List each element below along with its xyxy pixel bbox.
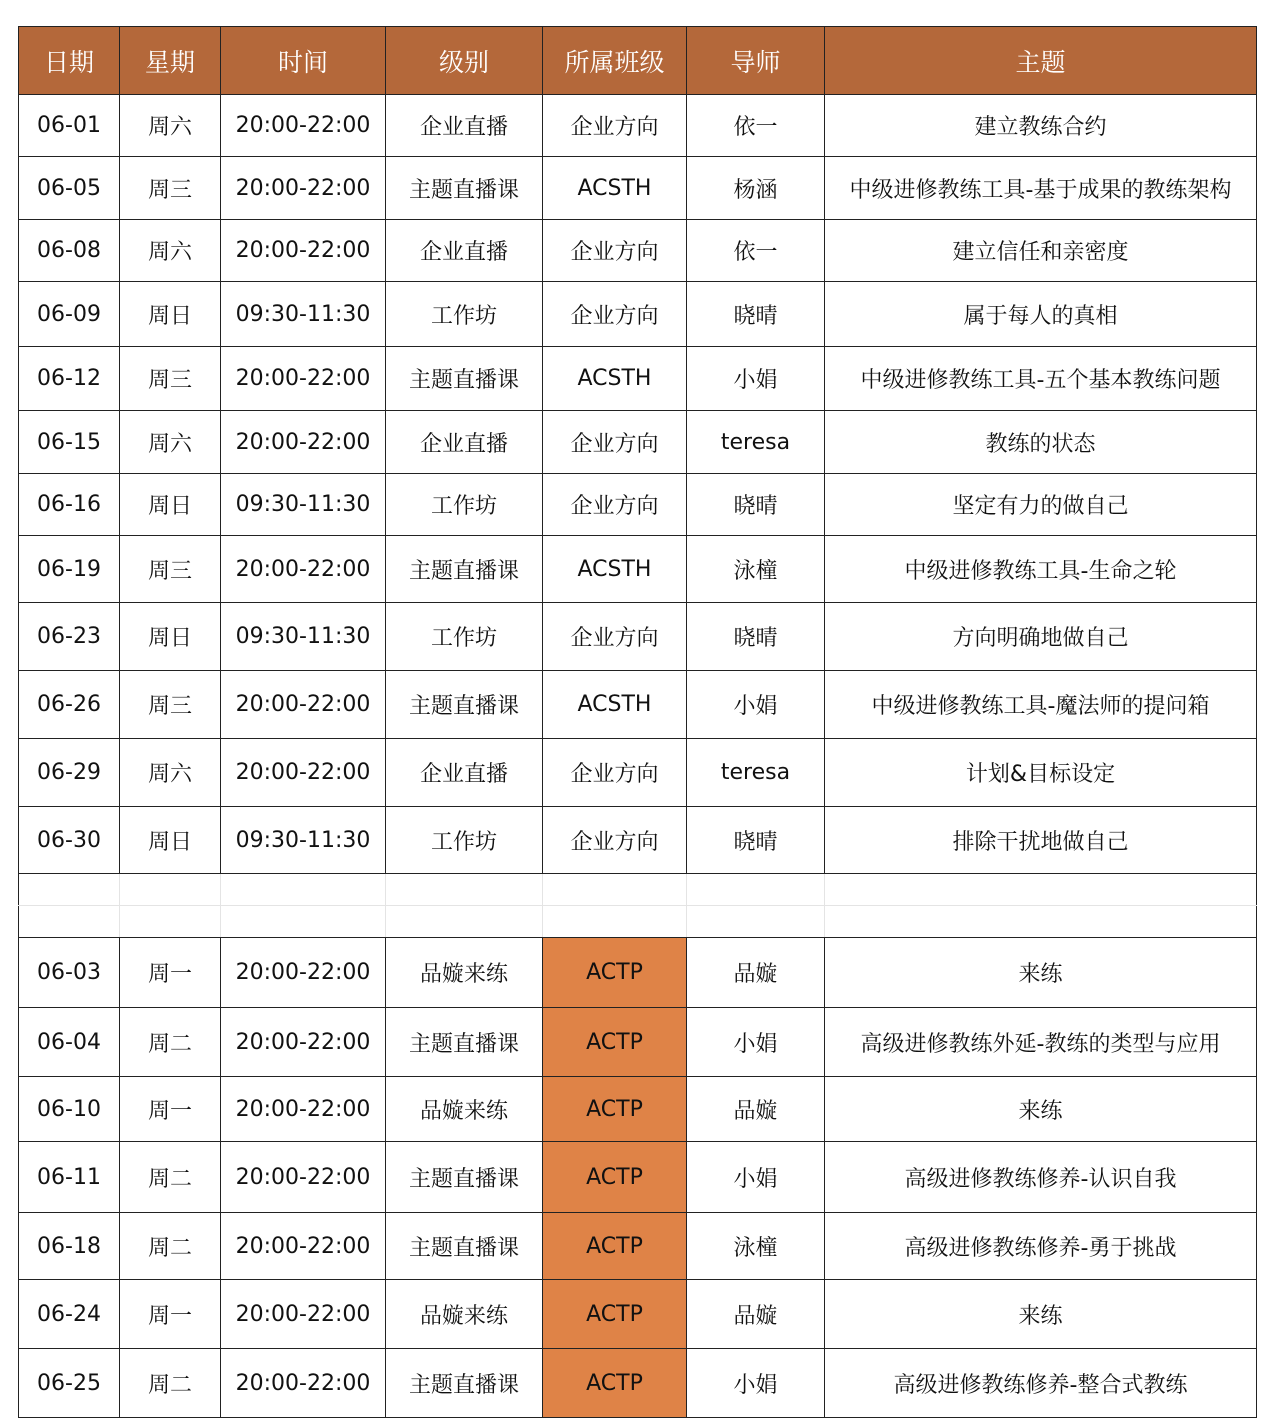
cell-class: 企业方向 [543,474,687,536]
cell-level: 主题直播课 [386,347,543,411]
cell-mentor: 依一 [687,95,825,157]
cell-weekday: 周一 [120,1280,221,1349]
cell-time: 20:00-22:00 [221,1142,386,1213]
cell-mentor: 泳橦 [687,1213,825,1280]
cell-topic: 建立教练合约 [825,95,1257,157]
table-row [19,671,1257,739]
cell-date: 06-23 [19,603,120,671]
cell-level: 主题直播课 [386,157,543,220]
table-row [19,95,1257,157]
cell-mentor: 小娟 [687,1349,825,1418]
header-date: 日期 [19,27,120,95]
cell-mentor: 晓晴 [687,474,825,536]
cell-time: 20:00-22:00 [221,1077,386,1142]
cell-mentor: 依一 [687,220,825,282]
table-row [19,1142,1257,1213]
cell-weekday: 周六 [120,411,221,474]
cell-mentor: teresa [687,739,825,807]
cell-class: ACSTH [543,157,687,220]
cell-weekday: 周二 [120,1213,221,1280]
cell-class: 企业方向 [543,95,687,157]
cell-weekday: 周六 [120,220,221,282]
cell-class: ACSTH [543,347,687,411]
cell-class: 企业方向 [543,603,687,671]
cell-level: 工作坊 [386,807,543,874]
cell-date: 06-01 [19,95,120,157]
cell-date: 06-12 [19,347,120,411]
schedule-table [18,26,1257,1418]
cell-weekday: 周三 [120,536,221,603]
cell-time: 20:00-22:00 [221,1213,386,1280]
cell-class: ACTP [543,938,687,1008]
cell-topic: 方向明确地做自己 [825,603,1257,671]
cell-mentor: teresa [687,411,825,474]
section-1 [19,95,1257,874]
table-row [19,938,1257,1008]
cell-class: 企业方向 [543,807,687,874]
cell-class: ACSTH [543,536,687,603]
cell-level: 主题直播课 [386,536,543,603]
cell-class: 企业方向 [543,282,687,347]
cell-time: 20:00-22:00 [221,536,386,603]
table-row [19,1349,1257,1418]
table-row [19,1213,1257,1280]
cell-mentor: 品嫙 [687,1077,825,1142]
cell-class: 企业方向 [543,411,687,474]
table-row [19,474,1257,536]
cell-time: 20:00-22:00 [221,157,386,220]
table-row [19,1280,1257,1349]
cell-topic: 中级进修教练工具-五个基本教练问题 [825,347,1257,411]
cell-weekday: 周三 [120,157,221,220]
cell-class: ACTP [543,1077,687,1142]
header-topic: 主题 [825,27,1257,95]
cell-date: 06-26 [19,671,120,739]
cell-mentor: 品嫙 [687,1280,825,1349]
cell-time: 20:00-22:00 [221,347,386,411]
table-row [19,157,1257,220]
cell-topic: 建立信任和亲密度 [825,220,1257,282]
cell-topic: 来练 [825,1077,1257,1142]
cell-level: 企业直播 [386,95,543,157]
cell-class: ACSTH [543,671,687,739]
cell-time: 20:00-22:00 [221,220,386,282]
cell-topic: 中级进修教练工具-生命之轮 [825,536,1257,603]
cell-level: 主题直播课 [386,1349,543,1418]
header-weekday: 星期 [120,27,221,95]
cell-level: 工作坊 [386,282,543,347]
cell-level: 主题直播课 [386,1008,543,1077]
cell-mentor: 晓晴 [687,603,825,671]
cell-class: 企业方向 [543,739,687,807]
cell-weekday: 周日 [120,282,221,347]
cell-date: 06-15 [19,411,120,474]
cell-topic: 高级进修教练修养-勇于挑战 [825,1213,1257,1280]
cell-weekday: 周日 [120,603,221,671]
cell-time: 20:00-22:00 [221,1349,386,1418]
cell-level: 工作坊 [386,474,543,536]
cell-class: ACTP [543,1349,687,1418]
cell-weekday: 周一 [120,1077,221,1142]
table-row [19,220,1257,282]
cell-weekday: 周一 [120,938,221,1008]
cell-level: 主题直播课 [386,1213,543,1280]
table-row [19,807,1257,874]
cell-topic: 来练 [825,1280,1257,1349]
cell-level: 工作坊 [386,603,543,671]
header-row [19,27,1257,95]
cell-level: 品嫙来练 [386,938,543,1008]
cell-level: 企业直播 [386,411,543,474]
cell-time: 09:30-11:30 [221,474,386,536]
cell-level: 品嫙来练 [386,1077,543,1142]
cell-time: 09:30-11:30 [221,807,386,874]
cell-mentor: 晓晴 [687,282,825,347]
cell-weekday: 周二 [120,1008,221,1077]
cell-date: 06-05 [19,157,120,220]
cell-date: 06-04 [19,1008,120,1077]
table-row [19,411,1257,474]
cell-weekday: 周六 [120,95,221,157]
cell-topic: 属于每人的真相 [825,282,1257,347]
cell-date: 06-24 [19,1280,120,1349]
cell-mentor: 小娟 [687,1142,825,1213]
cell-weekday: 周二 [120,1142,221,1213]
cell-level: 品嫙来练 [386,1280,543,1349]
cell-date: 06-30 [19,807,120,874]
cell-time: 20:00-22:00 [221,671,386,739]
cell-level: 企业直播 [386,220,543,282]
cell-time: 09:30-11:30 [221,603,386,671]
cell-topic: 计划&目标设定 [825,739,1257,807]
cell-topic: 高级进修教练修养-认识自我 [825,1142,1257,1213]
cell-level: 企业直播 [386,739,543,807]
cell-date: 06-16 [19,474,120,536]
cell-date: 06-19 [19,536,120,603]
cell-topic: 坚定有力的做自己 [825,474,1257,536]
section-2 [19,938,1257,1418]
cell-level: 主题直播课 [386,1142,543,1213]
cell-time: 20:00-22:00 [221,938,386,1008]
table-row [19,1008,1257,1077]
table-row [19,347,1257,411]
cell-topic: 高级进修教练修养-整合式教练 [825,1349,1257,1418]
table-row [19,282,1257,347]
cell-mentor: 小娟 [687,1008,825,1077]
cell-date: 06-03 [19,938,120,1008]
header-class: 所属班级 [543,27,687,95]
cell-mentor: 小娟 [687,347,825,411]
cell-date: 06-11 [19,1142,120,1213]
spacer-row [19,874,1257,906]
cell-time: 20:00-22:00 [221,739,386,807]
cell-mentor: 晓晴 [687,807,825,874]
cell-class: ACTP [543,1008,687,1077]
spacer-rows [19,874,1257,938]
cell-date: 06-10 [19,1077,120,1142]
table-row [19,1077,1257,1142]
cell-mentor: 杨涵 [687,157,825,220]
cell-level: 主题直播课 [386,671,543,739]
cell-time: 20:00-22:00 [221,1008,386,1077]
cell-date: 06-09 [19,282,120,347]
cell-weekday: 周二 [120,1349,221,1418]
cell-class: 企业方向 [543,220,687,282]
cell-topic: 中级进修教练工具-魔法师的提问箱 [825,671,1257,739]
cell-time: 20:00-22:00 [221,1280,386,1349]
cell-topic: 来练 [825,938,1257,1008]
cell-time: 20:00-22:00 [221,411,386,474]
cell-topic: 排除干扰地做自己 [825,807,1257,874]
cell-weekday: 周三 [120,347,221,411]
cell-class: ACTP [543,1142,687,1213]
cell-date: 06-18 [19,1213,120,1280]
table-row [19,603,1257,671]
cell-time: 20:00-22:00 [221,95,386,157]
cell-topic: 高级进修教练外延-教练的类型与应用 [825,1008,1257,1077]
table-row [19,536,1257,603]
cell-time: 09:30-11:30 [221,282,386,347]
header-mentor: 导师 [687,27,825,95]
cell-mentor: 小娟 [687,671,825,739]
cell-mentor: 泳橦 [687,536,825,603]
cell-class: ACTP [543,1280,687,1349]
header-level: 级别 [386,27,543,95]
cell-topic: 教练的状态 [825,411,1257,474]
cell-weekday: 周日 [120,807,221,874]
cell-mentor: 品嫙 [687,938,825,1008]
spacer-row [19,906,1257,938]
cell-class: ACTP [543,1213,687,1280]
cell-date: 06-29 [19,739,120,807]
cell-date: 06-08 [19,220,120,282]
header-time: 时间 [221,27,386,95]
cell-date: 06-25 [19,1349,120,1418]
cell-weekday: 周日 [120,474,221,536]
table-row [19,739,1257,807]
cell-weekday: 周六 [120,739,221,807]
cell-topic: 中级进修教练工具-基于成果的教练架构 [825,157,1257,220]
cell-weekday: 周三 [120,671,221,739]
